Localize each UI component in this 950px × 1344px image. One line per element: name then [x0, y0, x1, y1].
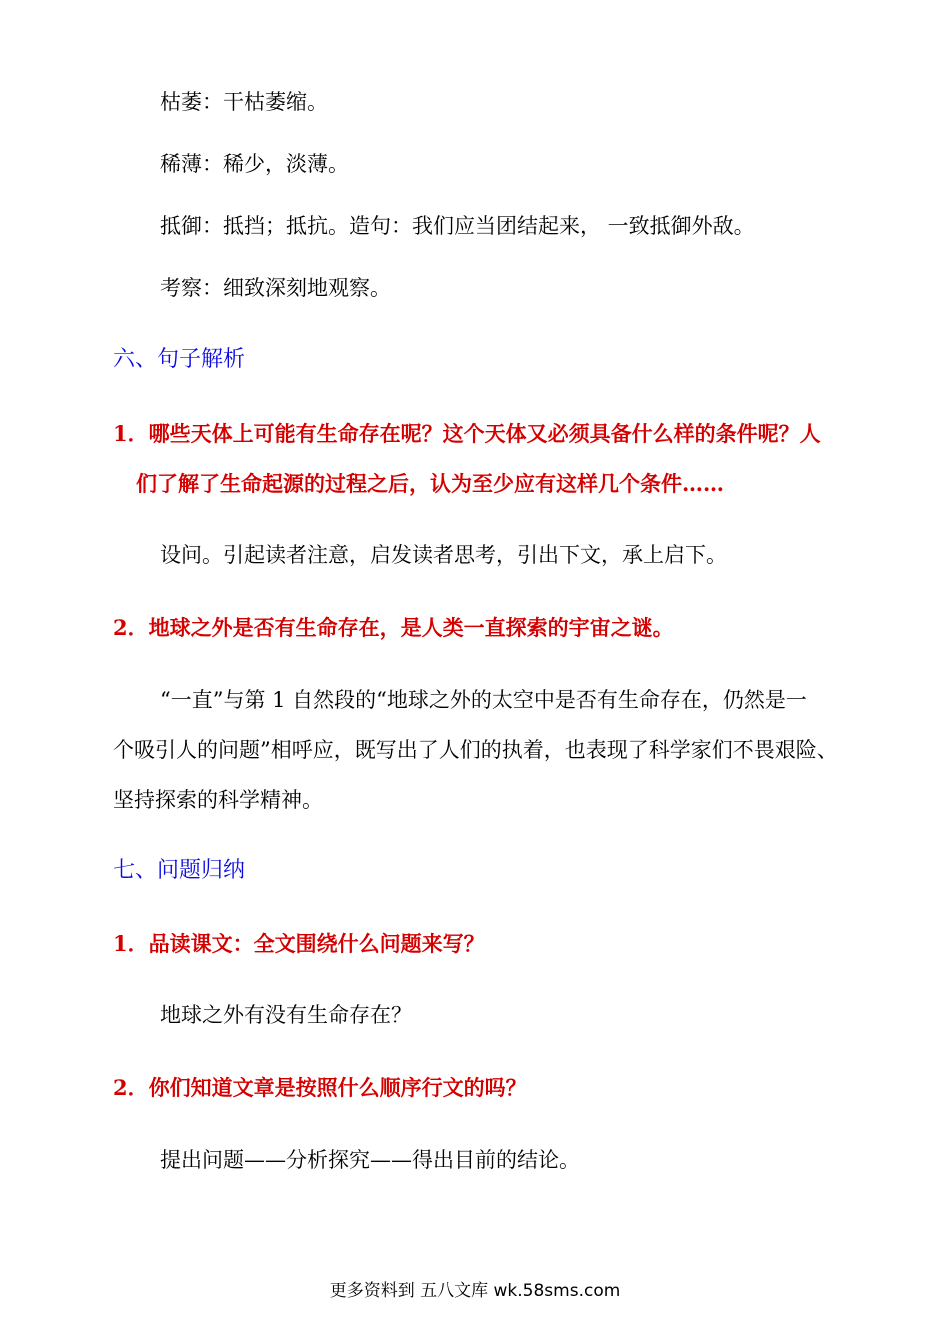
question-6-1-line1: 1．哪些天体上可能有生命存在呢？这个天体又必须具备什么样的条件呢？人: [113, 421, 821, 446]
answer-6-2-line1: “一直”与第 1 自然段的“地球之外的太空中是否有生命存在，仍然是一: [160, 688, 807, 712]
question-6-1-line2: 们了解了生命起源的过程之后，认为至少应有这样几个条件……: [136, 471, 724, 496]
vocab-item-1: 枯萎：干枯萎缩。: [160, 90, 328, 114]
answer-7-1: 地球之外有没有生命存在？: [160, 1003, 412, 1027]
vocab-item-2: 稀薄：稀少，淡薄。: [160, 152, 349, 176]
vocab-item-3: 抵御：抵挡；抵抗。造句：我们应当团结起来， 一致抵御外敌。: [160, 214, 755, 238]
footer-link[interactable]: 更多资料到 五八文库 wk.58sms.com: [329, 1281, 621, 1301]
question-7-2: 2．你们知道文章是按照什么顺序行文的吗？: [113, 1075, 527, 1100]
answer-6-1: 设问。引起读者注意，启发读者思考，引出下文，承上启下。: [160, 543, 727, 567]
question-7-1: 1．品读课文：全文围绕什么问题来写？: [113, 931, 485, 956]
answer-6-2-line3: 坚持探索的科学精神。: [113, 788, 323, 812]
vocab-item-4: 考察：细致深刻地观察。: [160, 276, 391, 300]
question-6-2: 2．地球之外是否有生命存在，是人类一直探索的宇宙之谜。: [113, 615, 674, 640]
section-heading-6: 六、句子解析: [113, 347, 246, 372]
answer-7-2: 提出问题——分析探究——得出目前的结论。: [160, 1148, 580, 1172]
answer-6-2-line2: 个吸引人的问题”相呼应，既写出了人们的执着，也表现了科学家们不畏艰险、: [113, 738, 838, 762]
section-heading-7: 七、问题归纳: [113, 858, 246, 883]
